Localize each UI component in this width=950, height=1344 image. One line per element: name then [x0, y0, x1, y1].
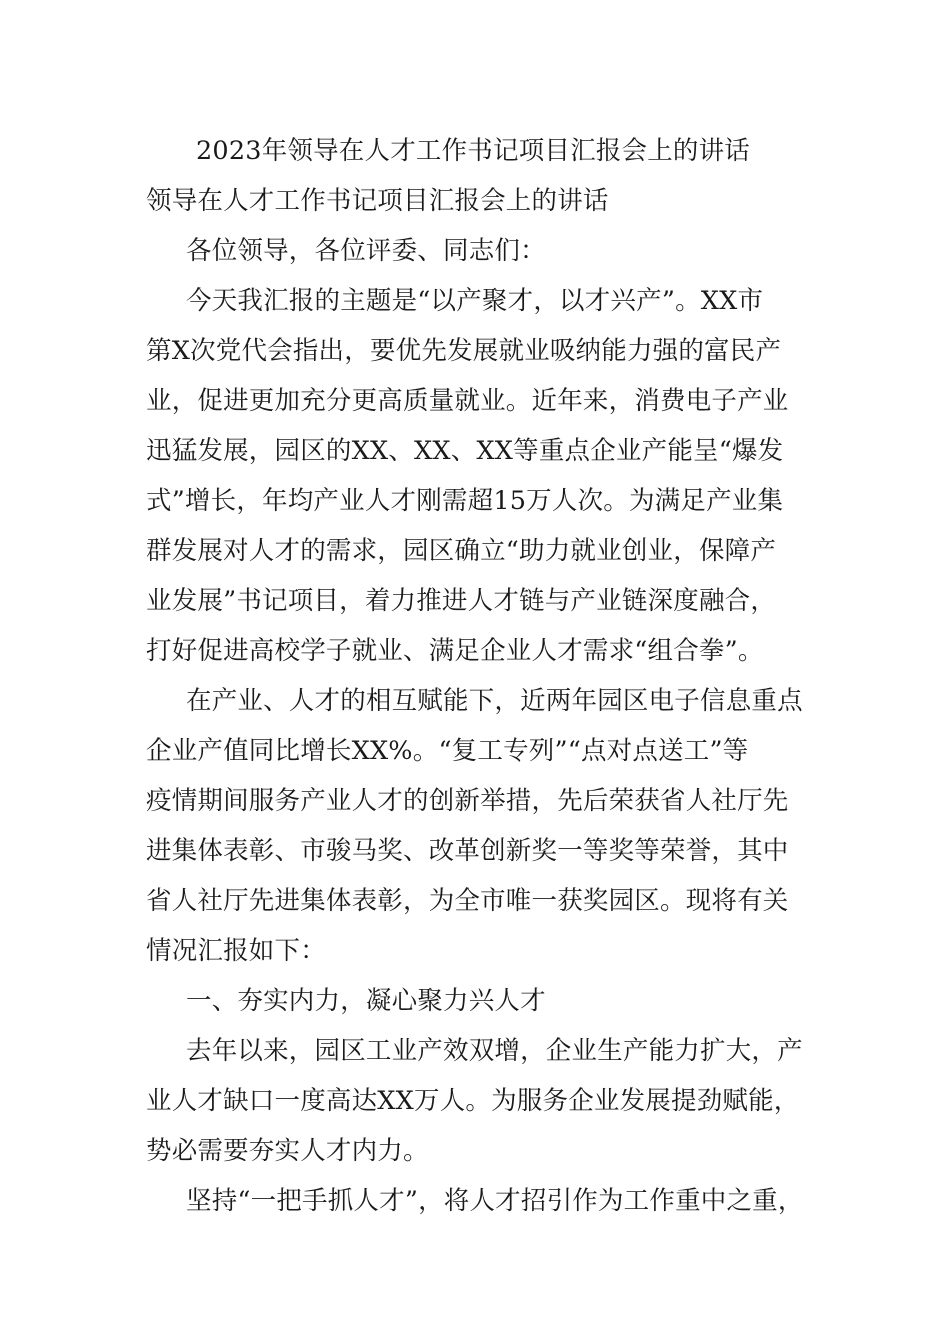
paragraph-line: 进集体表彰、市骏马奖、改革创新奖一等奖等荣誉，其中 [146, 836, 789, 866]
document-title: 2023年领导在人才工作书记项目汇报会上的讲话 [196, 136, 750, 166]
paragraph-line: 去年以来，园区工业产效双增，企业生产能力扩大，产 [186, 1036, 803, 1066]
document-subtitle: 领导在人才工作书记项目汇报会上的讲话 [146, 186, 609, 216]
paragraph-line: 业，促进更加充分更高质量就业。近年来，消费电子产业 [146, 386, 789, 416]
paragraph-line: 在产业、人才的相互赋能下，近两年园区电子信息重点 [186, 686, 803, 716]
section-heading: 一、夯实内力，凝心聚力兴人才 [186, 986, 546, 1016]
paragraph-line: 势必需要夯实人才内力。 [146, 1136, 429, 1166]
paragraph-line: 业人才缺口一度高达XX万人。为服务企业发展提劲赋能， [146, 1086, 800, 1116]
paragraph-line: 省人社厅先进集体表彰，为全市唯一获奖园区。现将有关 [146, 886, 789, 916]
paragraph-line: 业发展”书记项目，着力推进人才链与产业链深度融合， [146, 586, 777, 616]
paragraph-line: 情况汇报如下： [146, 936, 326, 966]
paragraph-line: 企业产值同比增长XX%。“复工专列”“点对点送工”等 [146, 736, 749, 766]
paragraph-line: 式”增长，年均产业人才刚需超15万人次。为满足产业集 [146, 486, 784, 516]
paragraph-line: 迅猛发展，园区的XX、XX、XX等重点企业产能呈“爆发 [146, 436, 784, 466]
paragraph-line: 坚持“一把手抓人才”，将人才招引作为工作重中之重， [186, 1186, 804, 1216]
paragraph-line: 群发展对人才的需求，园区确立“助力就业创业，保障产 [146, 536, 777, 566]
paragraph-line: 第X次党代会指出，要优先发展就业吸纳能力强的富民产 [146, 336, 782, 366]
paragraph-line: 今天我汇报的主题是“以产聚才，以才兴产”。XX市 [186, 286, 764, 316]
paragraph-line: 疫情期间服务产业人才的创新举措，先后荣获省人社厅先 [146, 786, 789, 816]
paragraph-line: 打好促进高校学子就业、满足企业人才需求“组合拳”。 [146, 636, 764, 666]
salutation: 各位领导，各位评委、同志们： [186, 236, 546, 266]
